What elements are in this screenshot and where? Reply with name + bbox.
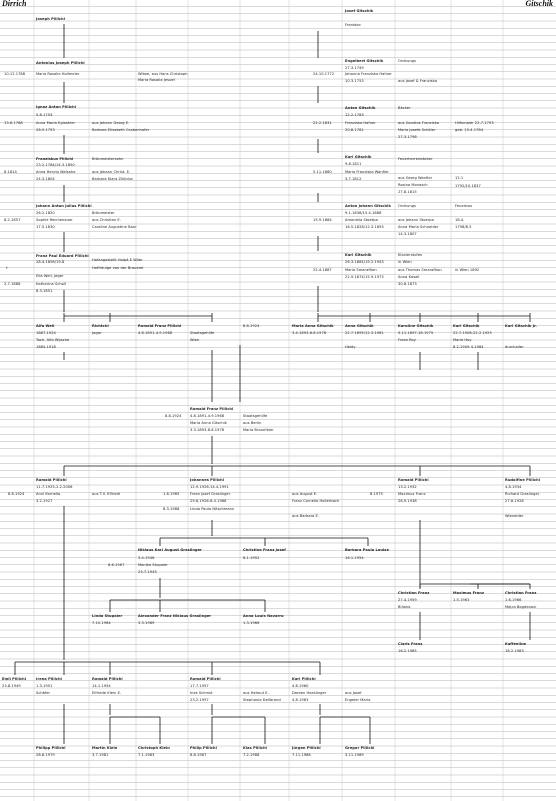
spouse-name: Katharina Scholl bbox=[36, 282, 67, 286]
ancestor-name: Joseph Pillichl bbox=[36, 17, 65, 21]
spouse-name: Anni Kornello bbox=[36, 492, 61, 496]
spouse-dates: 28.9.1753 bbox=[36, 128, 55, 132]
spouse-note: aus Johann Stoerpa bbox=[398, 218, 434, 222]
grandchild-dates: 16.1.1954 bbox=[345, 556, 364, 560]
spouse-dates: 27.3.1798 bbox=[398, 135, 417, 139]
death-date: 15.9.1884 bbox=[313, 218, 332, 222]
ancestor-name: Anton Gitschik bbox=[345, 106, 376, 110]
spouse-note: aus Georg Wanfler bbox=[398, 176, 433, 180]
occupation: Feuerherrenbäcker bbox=[398, 157, 433, 161]
sibling-name: Karl Gitschik bbox=[453, 324, 480, 328]
birth-date: 27.3.1749 bbox=[345, 66, 364, 70]
great-grandchild-dates: 7.2.1988 bbox=[243, 753, 260, 757]
side-note: 1798/8.3 bbox=[455, 225, 472, 229]
descendant-name: Romald Pillichl bbox=[92, 677, 123, 681]
sibling-note: Wien bbox=[190, 338, 200, 342]
side-note: Feuerbau bbox=[455, 204, 473, 208]
grandchild-dates: 1.5.1963 bbox=[453, 598, 470, 602]
spouse-name: Monika Stupaler bbox=[138, 563, 168, 567]
grandchild-name: Christine Franz Josef bbox=[243, 548, 286, 552]
descendant-name: Emil Pillichl bbox=[2, 677, 27, 681]
descendant-dates: 4.8.1960 bbox=[292, 684, 309, 688]
spouse-note: Rosina Monasch bbox=[398, 183, 428, 187]
spouse-name: Anna Henriq Walsahe bbox=[36, 170, 76, 174]
great-grandchild-name: Kaffeeline bbox=[505, 642, 527, 646]
marriage-date: 8.8.1924 bbox=[243, 324, 260, 328]
side-note: geb. 19.4.1784 bbox=[455, 128, 484, 132]
center-husband: Romald Franz Pillichl bbox=[190, 407, 234, 411]
ancestor-name: Franziskus Pillichl bbox=[36, 157, 74, 161]
side-note: in Wien 1892 bbox=[455, 268, 480, 272]
spouse-dates: 17.5.1830 bbox=[36, 225, 55, 229]
death-date: 13.6.1788 bbox=[4, 121, 23, 125]
center-wife: Maria Anna Gitschik bbox=[190, 421, 227, 425]
sibling-note: Staatsgehilfe bbox=[190, 331, 215, 335]
spouse-note: aus Johann Georg E. bbox=[92, 121, 130, 125]
spouse-note: Caroline Augustine Baur bbox=[92, 225, 137, 229]
spouse-note: aus Gondlos Franziska bbox=[398, 121, 440, 125]
spouse-note: Witwe, aus Hans Christoph bbox=[138, 72, 188, 76]
great-grandchild-dates: 3.7.1981 bbox=[92, 753, 109, 757]
grandchild-dates: 27.4.1959 bbox=[398, 598, 417, 602]
great-grandchild-dates: 18.2.1983 bbox=[505, 649, 524, 653]
spouse-note: aus Thomas Smaraftion bbox=[398, 268, 442, 272]
spouse-note: Wieneider bbox=[505, 514, 524, 518]
great-grandchild-name: Alexander Franz Niklaus Graslinger bbox=[138, 614, 212, 618]
spouse-note: Maria Josefa Schöler bbox=[398, 128, 436, 132]
side-note: 1792/10.1837 bbox=[455, 184, 481, 188]
wife-dates: 3.3.1893-8.8.1978 bbox=[190, 428, 225, 432]
descendant-name: Karl Pillichl bbox=[292, 677, 316, 681]
marriage-date: 8.1975 bbox=[370, 492, 383, 496]
spouse-dates: 30.8.1873 bbox=[398, 282, 417, 286]
occupation: Ordnungs bbox=[398, 204, 416, 208]
marriage-date: 8.8.1924 bbox=[8, 492, 25, 496]
grandchild-dates: 3.4.1946 bbox=[138, 556, 155, 560]
spouse-name: Maria Rosalia Hollmeier bbox=[36, 72, 80, 76]
descendant-name: Romald Pillichl bbox=[190, 677, 221, 681]
sibling-name: Alfa Weil bbox=[36, 324, 55, 328]
spouse-name: Biliana bbox=[398, 605, 411, 609]
great-grandchild-dates: 16.2.1985 bbox=[398, 649, 417, 653]
marriage-date: 8.3.1988 bbox=[163, 507, 180, 511]
spouse-dates: 8.3.1851 bbox=[36, 289, 53, 293]
grandchild-dates: 8.1.1952 bbox=[243, 556, 260, 560]
child-dates: 4.8.1934 bbox=[505, 485, 522, 489]
great-grandchild-dates: 3.3.1969 bbox=[138, 621, 155, 625]
birth-date: 26.2.1820 bbox=[36, 211, 55, 215]
great-grandchild-name: Philipp Pillichl bbox=[36, 746, 66, 750]
death-mark: † bbox=[6, 266, 8, 270]
grandchild-name: Christian Franz bbox=[505, 591, 537, 595]
descendant-dates: 14.1.1954 bbox=[92, 684, 111, 688]
spouse-note: aus Christian E. bbox=[92, 218, 121, 222]
husband-occupation: Staatsgehilfe bbox=[243, 414, 268, 418]
birth-date: 23.2.1784/14.3.1850 bbox=[36, 163, 75, 167]
death-date: 8.1814 bbox=[4, 170, 17, 174]
right-family-title: Gitschik bbox=[525, 0, 553, 8]
ancestor-name: Karl Gitschik bbox=[345, 155, 372, 159]
spouse-dates: 10.3.1753 bbox=[345, 79, 364, 83]
left-family-title: Dirrich bbox=[2, 0, 27, 8]
occupation: Bäcker bbox=[398, 106, 411, 110]
death-date: 5.11.1860 bbox=[313, 170, 332, 174]
place: Frantsko bbox=[345, 23, 361, 27]
spouse-name: Anna Maria Eglsahler bbox=[36, 121, 76, 125]
grandchild-name: Barbara Paula Louise bbox=[345, 548, 389, 552]
spouse-name: Maria Smaraftion bbox=[345, 268, 377, 272]
great-grandchild-dates: 7.10.1964 bbox=[92, 621, 111, 625]
death-date: 8.2.1857 bbox=[4, 218, 21, 222]
descendant-note: Doreen Hoeslinger bbox=[292, 691, 327, 695]
spouse-dates: 3.7.1812 bbox=[345, 177, 362, 181]
descendant-note: 23.2.1957 bbox=[190, 698, 209, 702]
descendant-note: Elfriede Klein E. bbox=[92, 691, 122, 695]
side-note: Hilfsmaler 22.7.1793 bbox=[455, 121, 494, 125]
child-dates: 13.2.1932 bbox=[398, 485, 417, 489]
marriage-date: 8.6.1967 bbox=[108, 563, 125, 567]
descendant-note: Schäfer bbox=[36, 691, 51, 695]
grandchild-dates: 1.6.1966 bbox=[505, 598, 522, 602]
spouse-name: Johanna Franziska Hafner bbox=[345, 72, 392, 76]
descendant-note: 4.8.1963 bbox=[292, 698, 309, 702]
birth-date: 12.2.1783 bbox=[345, 113, 364, 117]
sibling-name: Anna Gitschik bbox=[345, 324, 374, 328]
spouse-name: Mojca Bogdanovi bbox=[505, 605, 537, 609]
great-grandchild-dates: 7.1.1983 bbox=[138, 753, 155, 757]
grandchild-name: Niklaus Karl August Graslinger bbox=[138, 548, 202, 552]
great-grandchild-dates: 3.11.1989 bbox=[345, 753, 364, 757]
great-grandchild-dates: 7.11.1988 bbox=[292, 753, 311, 757]
spouse-name: Linda Paula Nitschmann bbox=[190, 507, 235, 511]
descendant-name: Irena Pillichl bbox=[36, 677, 62, 681]
sibling-dates: 4.8.1891-4.9.1968 bbox=[138, 331, 173, 335]
sibling-note: Jagor bbox=[92, 331, 102, 335]
grandchild-name: Christian Franz bbox=[398, 591, 430, 595]
wife-note: aus Berlin bbox=[243, 421, 262, 425]
death-date: 25.4.1887 bbox=[313, 268, 332, 272]
great-grandchild-name: Klas Pillichl bbox=[243, 746, 267, 750]
ancestor-name: Karl Gitschik bbox=[345, 253, 372, 257]
descendant-note: Engeler Maria bbox=[345, 698, 371, 702]
descendant-note: aus Helmut E. bbox=[243, 691, 269, 695]
child-name: Johannes Pillichl bbox=[190, 478, 225, 482]
sibling-note: Marie Hoy bbox=[453, 338, 472, 342]
ancestor-name: Anton Johann Gitschik bbox=[345, 204, 391, 208]
occupation: Bräumeistersohn bbox=[92, 157, 124, 161]
sibling-dates: 22.7.1895/12.3.1981 bbox=[345, 331, 384, 335]
death-date: 10.12.1788 bbox=[4, 72, 26, 76]
sibling-note: 1884.1918 bbox=[36, 345, 56, 349]
spouse-name: Amonstia Stoetpa bbox=[345, 218, 378, 222]
spouse-dates: 3.2.1927 bbox=[36, 499, 53, 503]
sibling-dates: 3.4.1893-8.8.1978 bbox=[292, 331, 327, 335]
spouse-dates: 27.8.1815 bbox=[398, 190, 417, 194]
spouse-name: Sophie Reichenauer bbox=[36, 218, 73, 222]
birth-date: 9.8.1811 bbox=[345, 162, 362, 166]
ancestor-name: Josef Gitschik bbox=[345, 9, 374, 13]
great-grandchild-name: Anna Louis Navarro bbox=[243, 614, 284, 618]
great-grandchild-name: Linda Stupaler bbox=[92, 614, 123, 618]
marriage-date: 1.6.1965 bbox=[163, 492, 180, 496]
spouse-name: Maria Franziska Wanfler bbox=[345, 170, 389, 174]
occupation: Hofangestellt Holpé E Wiler bbox=[92, 258, 143, 262]
great-grandchild-dates: 1.3.1966 bbox=[243, 621, 260, 625]
spouse-note: Anna Kasall bbox=[398, 275, 420, 279]
great-grandchild-name: Jürgen Pillichl bbox=[292, 746, 321, 750]
sibling-note: durchaller bbox=[505, 345, 524, 349]
occupation: Hoffräulge von der Brauerei bbox=[92, 266, 144, 270]
sibling-dates: 5.11.1897-18.1975 bbox=[398, 331, 434, 335]
spouse-dates: 16.5.1828/12.3.1893 bbox=[345, 225, 384, 229]
side-note: 18.4. bbox=[455, 218, 465, 222]
great-grandchild-name: Claris Franz bbox=[398, 642, 423, 646]
birth-date: 5.8.1753 bbox=[36, 113, 53, 117]
spouse-note: aus Josef & Franziska bbox=[398, 79, 437, 83]
death-date: 2.7.1888 bbox=[4, 282, 21, 286]
spouse-dates: 20.8.1781 bbox=[345, 128, 364, 132]
death-date: 24.10.1772 bbox=[313, 72, 335, 76]
descendant-dates: 1.3.1951 bbox=[36, 684, 53, 688]
spouse-note: aus August E. bbox=[292, 492, 318, 496]
sibling-note: Toch. Alfa Wijacke bbox=[36, 338, 70, 342]
sibling-name: Richtchl bbox=[92, 324, 109, 328]
side-note: 12.1 bbox=[455, 176, 464, 180]
sibling-dates: 22.7.1908-22.2.1925 bbox=[453, 331, 492, 335]
sibling-name: Romald Franz Pillichl bbox=[138, 324, 182, 328]
birth-date: 26.3.1864/19.2.1943 bbox=[345, 260, 384, 264]
spouse-dates: 28.9.1938 bbox=[398, 499, 417, 503]
spouse-note: Maria Rosalia Jesuer bbox=[138, 78, 176, 82]
descendant-note: Ines Schmid bbox=[190, 691, 213, 695]
sibling-name: Maria Anna Gitschik bbox=[292, 324, 334, 328]
ancestor-name: Johann Anton Julius Pillichl bbox=[36, 204, 92, 208]
great-grandchild-name: Gregor Pillichl bbox=[345, 746, 375, 750]
spouse-dates: 14.3.1807 bbox=[398, 232, 417, 236]
child-name: Romald Pillichl bbox=[36, 478, 67, 482]
spouse-name: Ella Weil, Jeger bbox=[36, 274, 64, 278]
great-grandchild-dates: 8.8.1987 bbox=[190, 753, 207, 757]
sibling-name: Karoline Gitschik bbox=[398, 324, 434, 328]
spouse-dates: 23.7.1943 bbox=[138, 570, 157, 574]
spouse-name: Maximus Franz bbox=[398, 492, 426, 496]
spouse-note: Barbara Klara Ziklicka bbox=[92, 177, 133, 181]
spouse-name: Franz Josef Graslinger bbox=[190, 492, 231, 496]
great-grandchild-dates: 28.8.1979 bbox=[36, 753, 55, 757]
birth-date: 9.1.1838/15.4.1888 bbox=[345, 211, 382, 215]
spouse-note: aus Barbara E. bbox=[292, 514, 320, 518]
descendant-dates: 17.7.1957 bbox=[190, 684, 209, 688]
ancestor-name: Ignaz Anton Pillichl bbox=[36, 105, 77, 109]
marriage-date: 8.8.1924 bbox=[165, 414, 182, 418]
wife-note: Maria Braunfeier bbox=[243, 428, 274, 432]
grandchild-name: Maximus Franz bbox=[453, 591, 484, 595]
sibling-dates: 1887.1924 bbox=[36, 331, 56, 335]
ancestor-name: Franz Paul Eduard Pillichl bbox=[36, 254, 89, 258]
sibling-note: Heidy bbox=[345, 345, 356, 349]
spouse-name: Richard Graslinger bbox=[505, 492, 540, 496]
occupation: Bräumeister bbox=[92, 211, 115, 215]
spouse-dates: 24.3.1804 bbox=[36, 177, 55, 181]
occupation: Ordnungs bbox=[398, 59, 416, 63]
child-name: Romald Pillichl bbox=[398, 478, 429, 482]
spouse-dates: 27.8.1928 bbox=[505, 499, 524, 503]
descendant-note: aus Josef bbox=[345, 691, 362, 695]
spouse-note: Barbara Elisabeth Grabenhofer bbox=[92, 128, 150, 132]
death-date: 22.2.1831 bbox=[313, 121, 332, 125]
ancestor-name: Antonius Joseph Pillichl bbox=[36, 61, 85, 65]
descendant-dates: 23.8.1949 bbox=[2, 684, 21, 688]
child-name: Rudolfine Pillichl bbox=[505, 478, 541, 482]
child-dates: 11.7.1925-2.2.2006 bbox=[36, 485, 73, 489]
spouse-note: Franz Cornelia Hollerbach bbox=[292, 499, 340, 503]
occupation: Klavierstufen bbox=[398, 253, 423, 257]
husband-dates: 4.8.1891-4.9.1968 bbox=[190, 414, 225, 418]
spouse-note: aus Johann Christ. E. bbox=[92, 170, 131, 174]
sibling-dates: 8.2.1909-4.1984 bbox=[453, 345, 484, 349]
ancestor-name: Engelbert Gitschik bbox=[345, 59, 384, 63]
spouse-name: Franziska Hafner bbox=[345, 121, 376, 125]
occupation: in Wien bbox=[398, 260, 412, 264]
birth-date: 28.4.1856/19.8 bbox=[36, 260, 65, 264]
sibling-name: Karl Gitschik Jr. bbox=[505, 324, 537, 328]
descendant-note: Stephanie Dellbrand bbox=[243, 698, 281, 702]
sibling-note: Franz Roy bbox=[398, 338, 416, 342]
spouse-dates: 29.8.1926-8.4.1988 bbox=[190, 499, 227, 503]
great-grandchild-name: Philip Pillichl bbox=[190, 746, 217, 750]
great-grandchild-name: Christoph Klein bbox=[138, 746, 170, 750]
spouse-note: aus T.V. Elfriedl bbox=[92, 492, 121, 496]
child-dates: 12.9.1926-14.4.1991 bbox=[190, 485, 229, 489]
great-grandchild-name: Martin Klein bbox=[92, 746, 118, 750]
spouse-note: Anna Maria Schneider bbox=[398, 225, 439, 229]
spouse-dates: 22.9.1874/15.9.1973 bbox=[345, 275, 384, 279]
